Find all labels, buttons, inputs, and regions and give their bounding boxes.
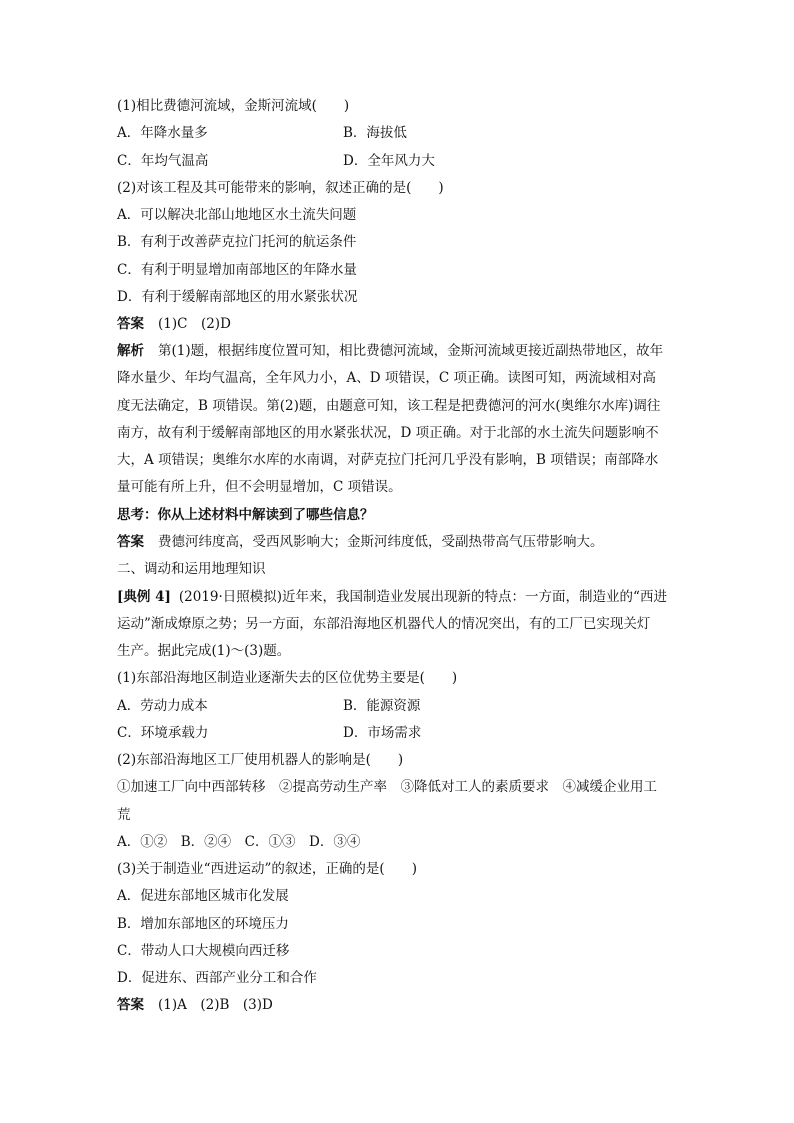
analysis-line-2: 降水量少、年均气温高，全年风力小，A、D 项错误，C 项正确。读图可知，两流域相对高 [117, 370, 656, 386]
analysis-line-3: 度无法确定，B 项错误。第(2)题，由题意可知，该工程是把费德河的河水(奥维尔水库)调往 [117, 398, 661, 414]
answer-text: 费德河纬度高，受西风影响大；金斯河纬度低，受副热带高气压带影响大。 [158, 534, 604, 550]
analysis-line-5: 大，A 项错误；奥维尔水库的水南调，对萨克拉门托河几乎没有影响，B 项错误；南部降水 [117, 452, 659, 468]
think-question: 思考：你从上述材料中解读到了哪些信息？ [117, 507, 374, 523]
answer-label: 答案 [117, 997, 144, 1013]
q2-option-a: A．可以解决北部山地地区水土流失问题 [117, 207, 357, 223]
analysis-line-6: 量可能有所上升，但不会明显增加，C 项错误。 [117, 479, 402, 495]
e1-option-b: B．能源资源 [343, 698, 421, 714]
e3-option-b: B．增加东部地区的环境压力 [117, 916, 289, 932]
e3-option-c: C．带动人口大规模向西迁移 [117, 943, 290, 959]
answer-2 [117, 532, 684, 552]
analysis-line-1: 解析 第(1)题，根据纬度位置可知，相比费德河流域，金斯河流域更接近副热带地区，故年 [117, 343, 664, 359]
analysis-label: 解析 [117, 343, 144, 359]
e1-option-c: C．环境承载力 [117, 725, 209, 741]
q1-stem: (1)相比费德河流域，金斯河流域( ) [117, 98, 350, 114]
q2-stem: (2)对该工程及其可能带来的影响，叙述正确的是( ) [117, 180, 444, 196]
q1-option-a: A．年降水量多 [117, 125, 208, 141]
e1-option-a: A．劳动力成本 [117, 698, 208, 714]
answer-label: 答案 [117, 534, 144, 550]
section-heading: 二、调动和运用地理知识 [117, 561, 266, 577]
answer-1 [117, 314, 684, 334]
analysis-line-4: 南方，故有利于缓解南部地区的用水紧张状况，D 项正确。对于北部的水土流失问题影响不 [117, 425, 659, 441]
example-tag: [典例 4] [117, 589, 171, 605]
e3-option-d: D．促进东、西部产业分工和合作 [117, 970, 317, 986]
example-4-line-2: 运动”渐成燎原之势；另一方面，东部沿海地区机器代人的情况突出，有的工厂已实现关灯 [117, 616, 651, 632]
e3-option-a: A．促进东部地区城市化发展 [117, 888, 289, 904]
e2-options-line-1: ①加速工厂向中西部转移 ②提高劳动生产率 ③降低对工人的素质要求 ④减缓企业用工 [117, 779, 657, 795]
answer-text: (1)A (2)B (3)D [158, 997, 273, 1013]
e1-stem: (1)东部沿海地区制造业逐渐失去的区位优势主要是( ) [117, 670, 458, 686]
answer-label: 答案 [117, 316, 144, 332]
answer-3 [117, 995, 684, 1015]
e2-options-line-2: 荒 [117, 807, 131, 823]
e1-option-d: D．市场需求 [343, 725, 422, 741]
q2-option-c: C．有利于明显增加南部地区的年降水量 [117, 262, 357, 278]
q2-option-b: B．有利于改善萨克拉门托河的航运条件 [117, 234, 357, 250]
example-4-line-3: 生产。据此完成(1)～(3)题。 [117, 643, 291, 659]
e2-stem: (2)东部沿海地区工厂使用机器人的影响是( ) [117, 752, 404, 768]
q1-option-b: B．海拔低 [343, 125, 407, 141]
e3-stem: (3)关于制造业“西进运动”的叙述，正确的是( ) [117, 861, 417, 877]
q2-option-d: D．有利于缓解南部地区的用水紧张状况 [117, 289, 358, 305]
answer-text: (1)C (2)D [158, 316, 231, 332]
q1-option-d: D．全年风力大 [343, 153, 435, 169]
e2-choices: A．①② B．②④ C．①③ D．③④ [117, 834, 361, 850]
q1-option-c: C．年均气温高 [117, 153, 209, 169]
example-4-line-1: [典例 4] (2019·日照模拟)近年来，我国制造业发展出现新的特点：一方面，制造业的“西进 [117, 589, 667, 605]
